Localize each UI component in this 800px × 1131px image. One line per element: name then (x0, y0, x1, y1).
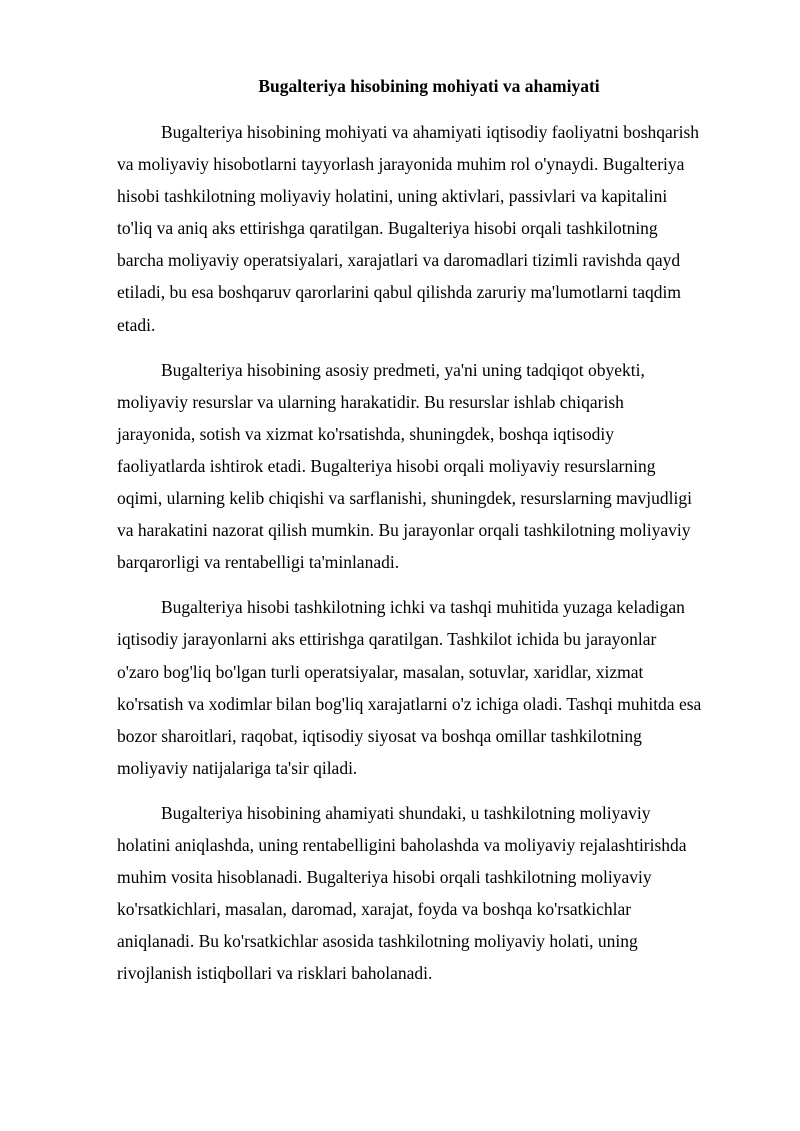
text-line: muhim vosita hisoblanadi. Bugalteriya hisobi orqali tashkilotning moliyaviy (117, 867, 652, 888)
text-line: iqtisodiy jarayonlarni aks ettirishga qaratilgan. Tashkilot ichida bu jarayonlar (117, 629, 657, 650)
text-line: holatini aniqlashda, uning rentabelligini baholashda va moliyaviy rejalashtirishda (117, 834, 687, 855)
paragraph-3 (117, 591, 747, 784)
text-line: Bugalteriya hisobining asosiy predmeti, ya'ni uning tadqiqot obyekti, (161, 359, 645, 380)
text-line: jarayonida, sotish va xizmat ko'rsatishda, shuningdek, boshqa iqtisodiy (117, 423, 614, 444)
text-line: Bugalteriya hisobi tashkilotning ichki va tashqi muhitida yuzaga keladigan (161, 597, 685, 618)
text-line: moliyaviy resurslar va ularning harakatidir. Bu resurslar ishlab chiqarish (117, 391, 624, 412)
text-line: hisobi tashkilotning moliyaviy holatini, uning aktivlari, passivlari va kapitalini (117, 186, 668, 207)
paragraph-4 (117, 797, 747, 990)
text-line: o'zaro bog'liq bo'lgan turli operatsiyalar, masalan, sotuvlar, xaridlar, xizmat (117, 661, 644, 682)
text-line: oqimi, ularning kelib chiqishi va sarflanishi, shuningdek, resurslarning mavjudligi (117, 488, 692, 509)
paragraph-1 (117, 116, 747, 341)
text-line: Bugalteriya hisobining ahamiyati shundaki, u tashkilotning moliyaviy (161, 802, 651, 823)
paragraph-2 (117, 354, 747, 579)
text-line: bozor sharoitlari, raqobat, iqtisodiy siyosat va boshqa omillar tashkilotning (117, 725, 642, 746)
document-body (117, 116, 747, 1002)
document-title: Bugalteriya hisobining mohiyati va ahamiyati (258, 76, 600, 96)
text-line: va harakatini nazorat qilish mumkin. Bu jarayonlar orqali tashkilotning moliyaviy (117, 520, 691, 541)
text-line: etadi. (117, 314, 156, 335)
text-line: barqarorligi va rentabelligi ta'minlanadi. (117, 552, 400, 573)
text-line: Bugalteriya hisobining mohiyati va ahamiyati iqtisodiy faoliyatni boshqarish (161, 122, 700, 142)
text-line: moliyaviy natijalariga ta'sir qiladi. (117, 757, 358, 778)
text-line: etiladi, bu esa boshqaruv qarorlarini qabul qilishda zaruriy ma'lumotlarni taqdim (117, 282, 681, 303)
text-line: va moliyaviy hisobotlarni tayyorlash jarayonida muhim rol o'ynaydi. Bugalteriya (117, 154, 685, 175)
text-line: rivojlanish istiqbollari va risklari baholanadi. (117, 963, 433, 984)
text-line: to'liq va aniq aks ettirishga qaratilgan. Bugalteriya hisobi orqali tashkilotning (117, 218, 658, 239)
text-line: ko'rsatish va xodimlar bilan bog'liq xarajatlarni o'z ichiga oladi. Tashqi muhitda esa (117, 693, 702, 714)
text-line: aniqlanadi. Bu ko'rsatkichlar asosida tashkilotning moliyaviy holati, uning (117, 931, 638, 952)
text-line: ko'rsatkichlari, masalan, daromad, xarajat, foyda va boshqa ko'rsatkichlar (117, 899, 632, 920)
text-line: barcha moliyaviy operatsiyalari, xarajatlari va daromadlari tizimli ravishda qayd (117, 250, 681, 271)
text-line: faoliyatlarda ishtirok etadi. Bugalteriya hisobi orqali moliyaviy resurslarning (117, 455, 656, 476)
